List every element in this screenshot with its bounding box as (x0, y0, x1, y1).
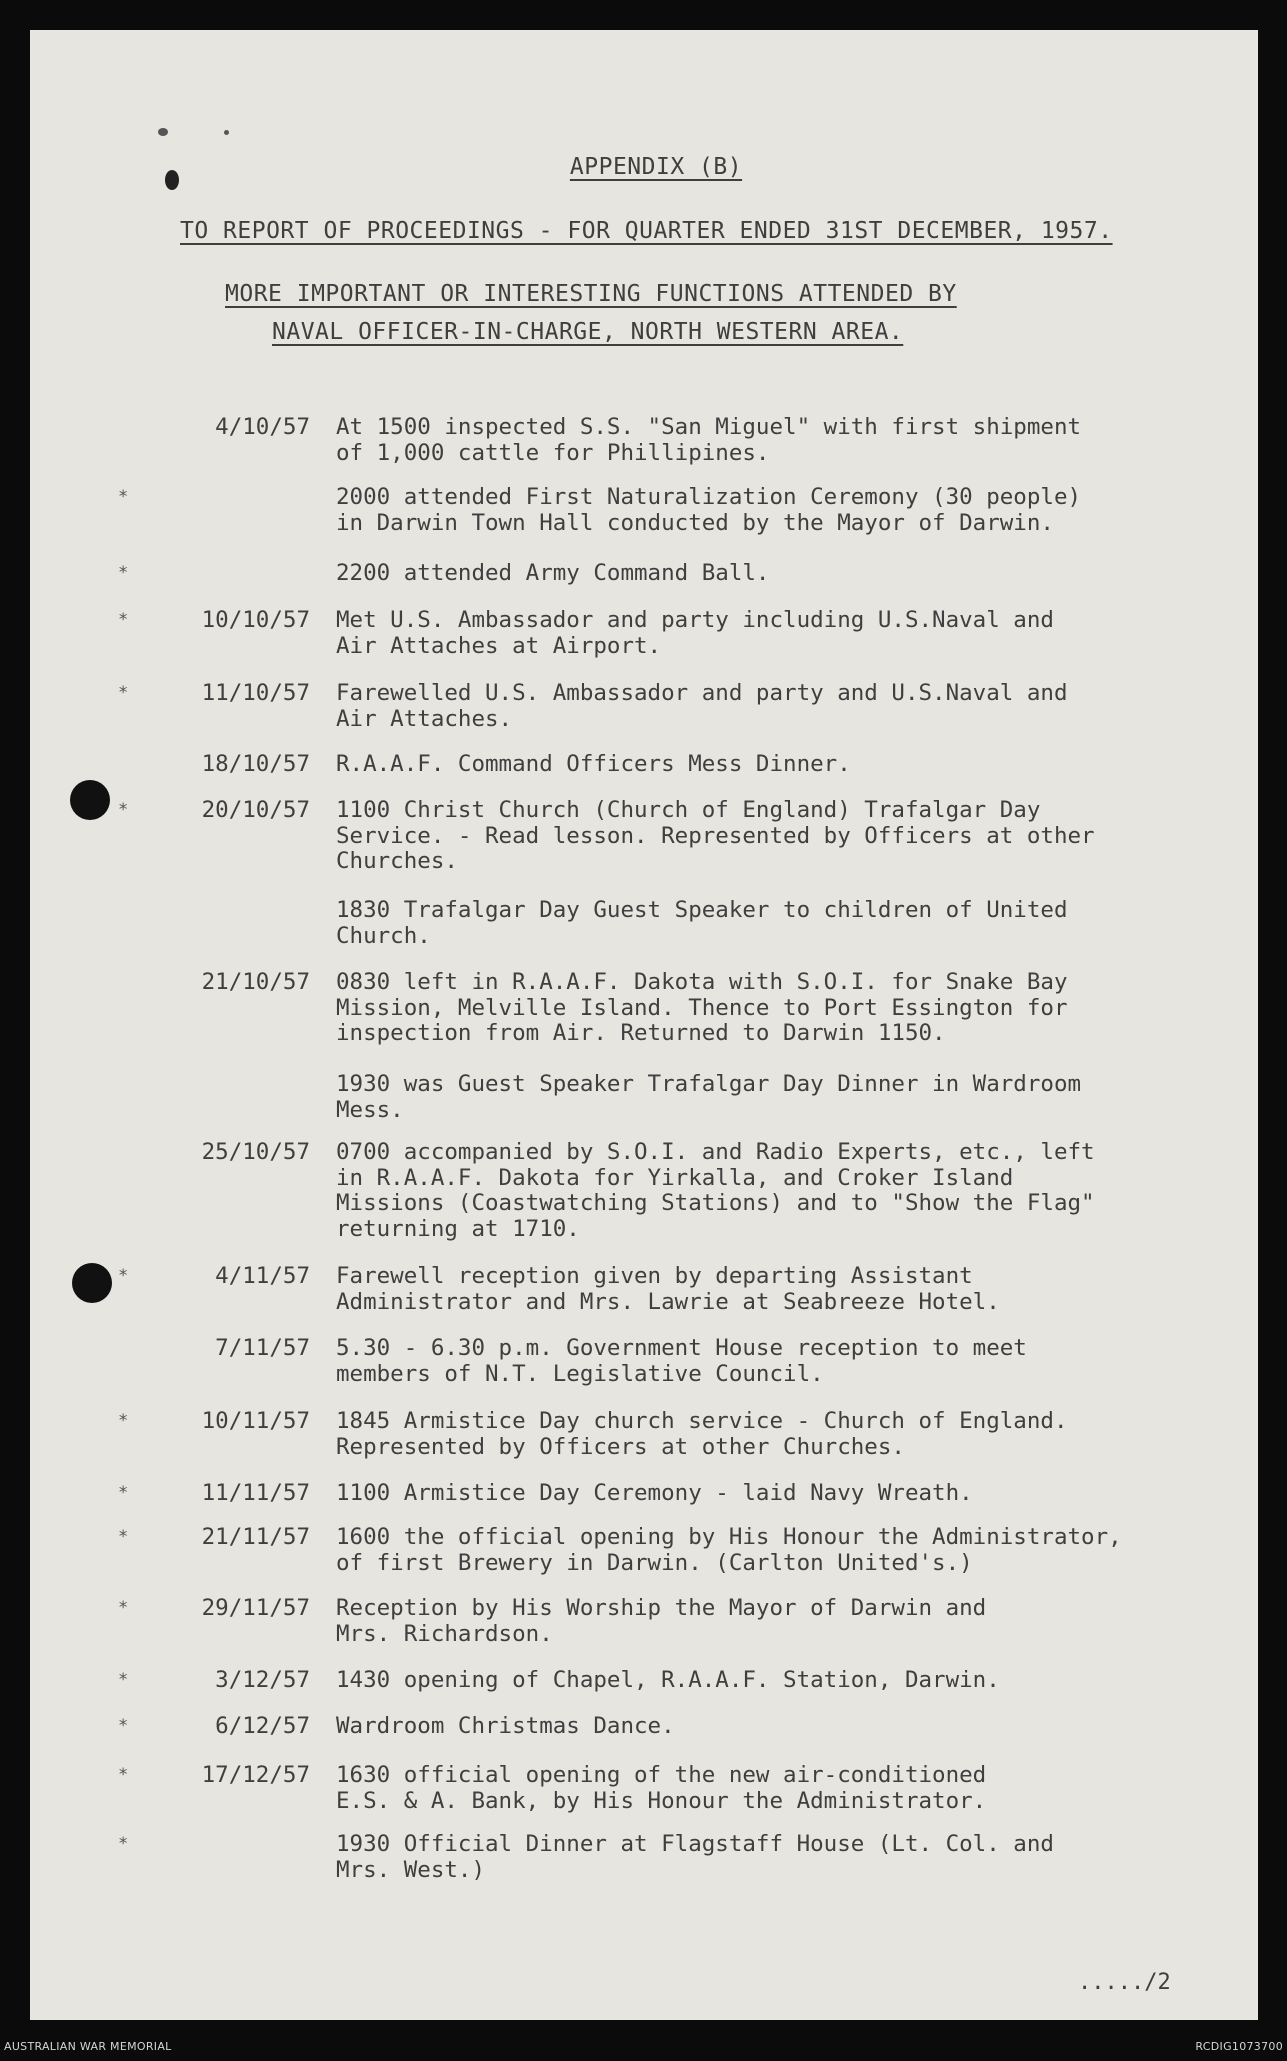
entry-date: 21/11/57 (201, 1524, 310, 1550)
entry-text: Farewell reception given by departing Assistant Administrator and Mrs. Lawrie at Seabreeze Hotel. (336, 1263, 1000, 1315)
entry-text: Farewelled U.S. Ambassador and party and U.S.Naval and Air Attaches. (336, 680, 1068, 732)
asterisk-marker: * (118, 487, 129, 507)
entry-text: 2000 attended First Naturalization Ceremony (30 people) in Darwin Town Hall conducted by the Mayor of Darwin. (336, 484, 1082, 536)
document-page (30, 30, 1258, 2020)
stain-mark (158, 128, 168, 136)
asterisk-marker: * (118, 1411, 129, 1431)
entry-text: Wardroom Christmas Dance. (336, 1713, 675, 1739)
entry-date: 11/10/57 (201, 680, 310, 706)
entry-date: 4/11/57 (215, 1263, 310, 1289)
asterisk-marker: * (118, 683, 129, 703)
entry-text: 1630 official opening of the new air-conditioned E.S. & A. Bank, by His Honour the Administrator. (336, 1762, 987, 1814)
entry-text: 1930 Official Dinner at Flagstaff House (Lt. Col. and Mrs. West.) (336, 1831, 1054, 1883)
entry-text: 1830 Trafalgar Day Guest Speaker to children of United Church. (336, 897, 1068, 949)
asterisk-marker: * (118, 1527, 129, 1547)
entry-date: 21/10/57 (201, 969, 310, 995)
stain-mark (224, 130, 229, 135)
asterisk-marker: * (118, 1834, 129, 1854)
punch-hole (72, 1263, 112, 1303)
asterisk-marker: * (118, 1765, 129, 1785)
asterisk-marker: * (118, 610, 129, 630)
entry-text: 0830 left in R.A.A.F. Dakota with S.O.I. for Snake Bay Mission, Melville Island. Thence to Port Essington for inspection from Air. Returned to Darwin 1150. (336, 969, 1068, 1046)
entry-date: 6/12/57 (215, 1713, 310, 1739)
asterisk-marker: * (118, 1598, 129, 1618)
entry-date: 18/10/57 (201, 751, 310, 777)
report-subheading: TO REPORT OF PROCEEDINGS - FOR QUARTER ENDED 31ST DECEMBER, 1957. (180, 218, 1113, 244)
entry-date: 29/11/57 (201, 1595, 310, 1621)
archive-caption-left: AUSTRALIAN WAR MEMORIAL (4, 2040, 172, 2053)
entry-date: 4/10/57 (215, 414, 310, 440)
entry-text: 2200 attended Army Command Ball. (336, 560, 770, 586)
entry-text: 1430 opening of Chapel, R.A.A.F. Station, Darwin. (336, 1667, 1000, 1693)
entry-text: 1845 Armistice Day church service - Church of England. Represented by Officers at other Churches. (336, 1408, 1068, 1460)
asterisk-marker: * (118, 800, 129, 820)
title-line-1: MORE IMPORTANT OR INTERESTING FUNCTIONS ATTENDED BY (225, 281, 957, 307)
asterisk-marker: * (118, 563, 129, 583)
asterisk-marker: * (118, 1483, 129, 1503)
entry-text: 1600 the official opening by His Honour the Administrator, of first Brewery in Darwin. (Carlton United's.) (336, 1524, 1122, 1576)
asterisk-marker: * (118, 1670, 129, 1690)
entry-text: Met U.S. Ambassador and party including U.S.Naval and Air Attaches at Airport. (336, 607, 1054, 659)
entry-date: 11/11/57 (201, 1480, 310, 1506)
entry-date: 10/10/57 (201, 607, 310, 633)
appendix-heading: APPENDIX (B) (569, 154, 743, 180)
entry-text: R.A.A.F. Command Officers Mess Dinner. (336, 751, 851, 777)
title-line-2: NAVAL OFFICER-IN-CHARGE, NORTH WESTERN AREA. (272, 319, 904, 345)
entry-date: 20/10/57 (201, 797, 310, 823)
entry-text: 1930 was Guest Speaker Trafalgar Day Dinner in Wardroom Mess. (336, 1071, 1082, 1123)
entry-text: At 1500 inspected S.S. "San Miguel" with first shipment of 1,000 cattle for Phillipines. (336, 414, 1082, 466)
archive-caption-right: RCDIG1073700 (1195, 2040, 1283, 2053)
punch-hole (70, 780, 110, 820)
entry-date: 10/11/57 (201, 1408, 310, 1434)
asterisk-marker: * (118, 1266, 129, 1286)
entry-text: 1100 Christ Church (Church of England) Trafalgar Day Service. - Read lesson. Represented by Officers at other Churches. (336, 797, 1095, 874)
entry-text: 5.30 - 6.30 p.m. Government House reception to meet members of N.T. Legislative Council. (336, 1335, 1027, 1387)
entry-date: 7/11/57 (215, 1335, 310, 1361)
page-continuation: ...../2 (1078, 1970, 1171, 1995)
entry-date: 17/12/57 (201, 1762, 310, 1788)
entry-text: 0700 accompanied by S.O.I. and Radio Experts, etc., left in R.A.A.F. Dakota for Yirkalla, and Croker Island Missions (Coastwatching Stations) and to "Show the Flag" returning at 1710. (336, 1139, 1095, 1242)
entry-date: 25/10/57 (201, 1139, 310, 1165)
entry-text: 1100 Armistice Day Ceremony - laid Navy Wreath. (336, 1480, 973, 1506)
entry-text: Reception by His Worship the Mayor of Darwin and Mrs. Richardson. (336, 1595, 987, 1647)
asterisk-marker: * (118, 1716, 129, 1736)
entry-date: 3/12/57 (215, 1667, 310, 1693)
